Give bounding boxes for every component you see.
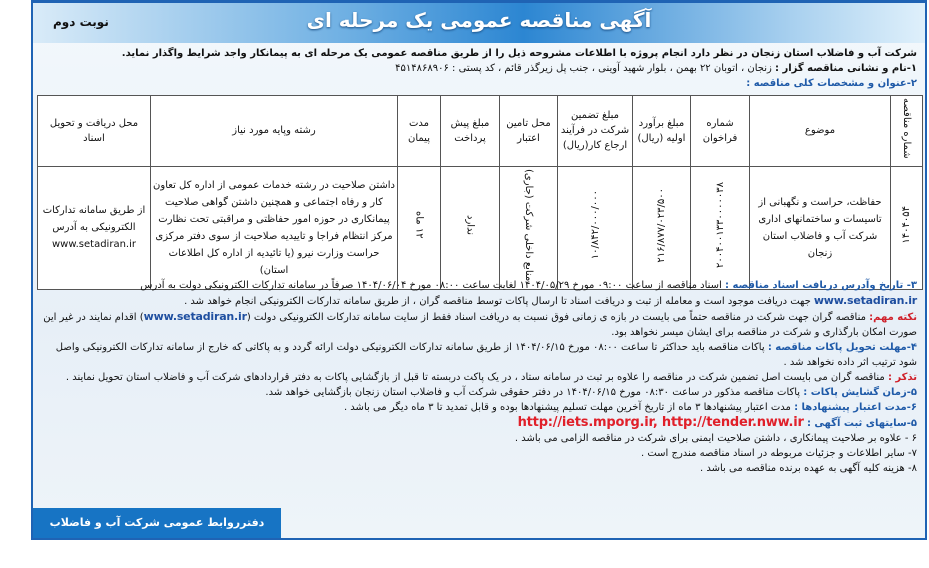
round-label: نوبت دوم [53,15,109,29]
subject: حفاظت، حراست و نگهبانی از تاسیسات و ساختمانهای اداری شرکت آب و فاضلاب استان زنجان [750,166,891,289]
estimated-amount: ۲۱۶/۸۷۷/۰۲۳/۵۰۰ [656,187,667,263]
note-text-2: ) اقدام نمایند در غیر این صورت [43,312,917,338]
item-6-text: مدت اعتبار پیشنهادها ۳ ماه از تاریخ آخرین مهلت تسلیم پیشنهادها بوده و قابل تمدید تا ۳ ماه دیگر می باشد . [343,402,791,413]
table-header-row [38,96,923,167]
col-header: مبلغ پیش پرداخت [441,96,500,167]
col-header: مدت پیمان [398,96,441,167]
intro-section [39,46,917,91]
required-qualification: داشتن صلاحیت در رشته خدمات عمومی از اداره کل تعاون کار و رفاه اجتماعی و همچنین داشتن گواهی صلاحیت پیمانکاری در حوزه امور حفاظتی و مراقبتی تحت نظارت مرکز انتظام فراجا و تاییدیه صلاحیت از سوی دفتر مرکزی حراست وزارت نیرو (یا تائیدیه از اداره کل اطلاعات استان) [151,166,398,289]
note-cont: امکان بارگذاری و شرکت در مناقصه برای ایشان میسر نخواهد بود. [611,327,886,338]
guarantee-amount: ۱۰/۸۴۲/۰۰۰/۰۰۰ [589,190,601,260]
col-header: محل تامین اعتبار [500,96,558,167]
extra-item: ۶ - علاوه بر صلاحیت پیمانکاری ، داشتن صلاحیت ایمنی برای شرکت در مناقصه الزامی می باشد . [514,433,917,444]
notice-title: آگهی مناقصه عمومی یک مرحله ای [306,8,652,32]
notice-body [39,278,917,476]
item-2-label: ۲-عنوان و مشخصات کلی مناقصه : [746,78,917,89]
col-header: شماره فراخوان [691,96,750,167]
table-row [38,166,923,289]
item-5 [39,385,917,400]
item-7-label: ۵-سایتهای ثبت آگهی : [806,418,917,429]
item-3-label: ۳- تاریخ وآدرس دریافت اسناد مناقصه : [725,280,917,291]
tender-table [37,95,923,290]
call-number: ۲۰۰۴۰۰۱۳۳۰۰۰۰۰۳۸ [714,181,726,268]
notice-header [33,3,925,43]
extra-item: ۸- هزینه کلیه آگهی به عهده برنده مناقصه می باشد . [699,463,917,474]
item-6 [39,400,917,415]
item-1 [39,61,917,76]
item-4-text: پاکات مناقصه باید حداکثر تا ساعت ۰۸:۰۰ مورخ ۱۴۰۴/۰۶/۱۵ از طریق سامانه تدارکات الکترونیکی دولت ارائه گردد و به پاکاتی که خارج از سامانه تدارکات الکترونیکی واصل شود [55,342,917,368]
item-1-label: ۱-نام و نشانی مناقصه گزار : [775,63,917,74]
col-header: شماره مناقصه [901,98,912,159]
col-header: مبلغ برآورد اولیه (ریال) [633,96,691,167]
intro-text: شرکت آب و فاضلاب استان زنجان در نظر دارد انجام پروژه با اطلاعات مشروحه ذیل را از طریق مناقصه عمومی یک مرحله ای به پیمانکار واجد شرایط واگذار نماید. [121,48,917,59]
item-1-text: زنجان ، اتوبان ۲۲ بهمن ، بلوار شهید آوینی ، جنب پل زیرگذر قائم ، کد پستی : ۴۵۱۴۸۶۸۹۰۶ [395,63,772,74]
document-location: از طریق سامانه تدارکات الکترونیکی به آدرس www.setadiran.ir [38,166,151,289]
item-4 [39,340,917,370]
item-7 [39,415,917,431]
item-5-label: ۵-زمان گشایش پاکات : [803,387,917,398]
item-3-cont: جهت دریافت موجود است و معامله از ثبت و دریافت اسناد تا ارسال پاکات توسط مناقصه گران ، از طریق سامانه تدارکات الکترونیکی انجام خواهد شد . [184,296,811,307]
contract-duration: ۱۲ ماه [413,211,425,239]
note-text: مناقصه گران جهت شرکت در مناقصه حتماً می بایست در بازه ی زمانی فوق نسبت به دریافت اسناد فقط از سایت سامانه تدارکات الکترونیکی دولت ( [246,312,866,323]
item-6-label: ۶-مدت اعتبار پیشنهادها : [794,402,917,413]
item-3 [39,278,917,309]
extra-items [294,431,917,476]
public-relations-footer: دفترروابط عمومی شرکت آب و فاضلاب استان زنجان [33,508,281,538]
item-2 [39,76,917,91]
col-header: رشته وپایه مورد نیاز [151,96,398,167]
col-header: مبلغ تضمین شرکت در فرآیند ارجاع کار(ریال) [558,96,633,167]
prepayment: ندارد [464,214,476,235]
item-5-text: پاکات مناقصه مذکور در ساعت ۰۸:۳۰ مورخ ۱۴۰۴/۰۶/۱۵ در دفتر حقوقی شرکت آب و فاضلاب استان زنجان بازگشایی خواهد شد. [265,387,801,398]
reminder-label: تذکر : [887,372,917,383]
funding-source: منابع داخلی شرکت (جاری) [523,168,534,281]
tender-notice [31,0,927,559]
important-note [39,309,917,340]
col-header: محل دریافت و تحویل اسناد [38,96,151,167]
extra-item: ۷- سایر اطلاعات و جزئیات مربوطه در اسناد مناقصه مندرج است . [641,448,917,459]
col-header: موضوع [750,96,891,167]
setadiran-link[interactable]: www.setadiran.ir [143,310,247,323]
tender-number: ۱۴۰۴۰۵۴ [901,206,912,244]
item-4-label: ۴-مهلت تحویل پاکات مناقصه : [767,342,917,353]
setadiran-link[interactable]: www.setadiran.ir [813,294,917,307]
note-label: نکته مهم: [869,312,917,323]
item-3-text: اسناد مناقصه از ساعت ۰۹:۰۰ مورخ ۱۴۰۴/۰۵/۲۹ لغایت ساعت ۰۸:۰۰ مورخ ۱۴۰۴/۰۶/۰۴ صرفاً در سامانه تدارکات الکترونیکی دولت به آدرس [140,280,722,291]
reminder-text: مناقصه گران می بایست اصل تضمین شرکت در مناقصه را علاوه بر ثبت در سامانه ستاد ، در یک پاکت دربسته تا قبل از بازگشایی پاکات به دفتر قراردادهای شرکت آب و فاضلاب استان تحویل نمایند . [65,372,885,383]
ad-sites-links[interactable]: http://iets.mporg.ir, http://tender.nww.ir [517,415,804,430]
reminder [39,370,917,385]
item-4-cont: ترتیب اثر داده نخواهد شد . [783,357,896,368]
